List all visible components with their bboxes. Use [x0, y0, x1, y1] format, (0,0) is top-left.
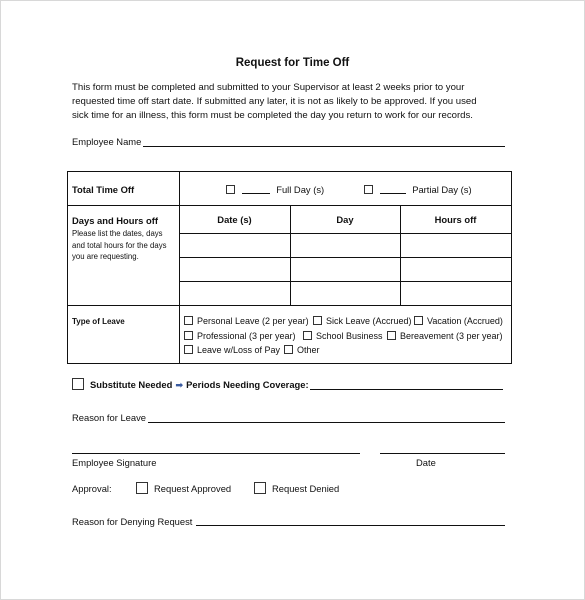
periods-coverage-field[interactable] — [310, 389, 503, 390]
employee-name-label: Employee Name — [72, 136, 142, 147]
total-time-off-label: Total Time Off — [72, 184, 135, 195]
substitute-needed-checkbox[interactable] — [72, 378, 84, 390]
full-day-option[interactable] — [226, 184, 324, 195]
leave-option-other[interactable] — [284, 345, 320, 355]
leave-option-personal[interactable] — [184, 316, 309, 326]
leave-option-bereavement[interactable] — [387, 331, 503, 341]
leave-option-school-business[interactable] — [303, 331, 383, 341]
request-denied-label: Request Denied — [272, 483, 340, 494]
days-hours-note-line: and total hours for the days — [72, 240, 167, 250]
days-hours-label: Days and Hours off — [72, 215, 158, 226]
partial-day-count-field[interactable] — [380, 193, 406, 194]
leave-option-label: Sick Leave (Accrued) — [326, 316, 412, 326]
checkbox[interactable] — [284, 345, 293, 354]
checkbox[interactable] — [184, 331, 193, 340]
leave-option-label: Professional (3 per year) — [197, 331, 296, 341]
request-approved-checkbox[interactable] — [136, 482, 148, 494]
date-field[interactable] — [380, 453, 505, 454]
full-day-label: Full Day (s) — [276, 184, 325, 195]
type-of-leave-label: Type of Leave — [72, 317, 125, 326]
employee-name-field[interactable] — [143, 146, 505, 147]
leave-option-vacation[interactable] — [414, 316, 503, 326]
intro-line: sick time for an illness, this form must be completed the day you return to work for our records. — [72, 110, 473, 121]
table-divider — [179, 257, 511, 258]
periods-coverage-label: Periods Needing Coverage: — [186, 379, 309, 390]
form-title: Request for Time Off — [235, 57, 350, 69]
checkbox[interactable] — [303, 331, 312, 340]
partial-day-option[interactable] — [364, 184, 472, 195]
table-divider — [68, 305, 511, 306]
leave-option-label: Personal Leave (2 per year) — [197, 316, 309, 326]
table-divider — [179, 281, 511, 282]
employee-signature-label: Employee Signature — [72, 457, 157, 468]
column-header-hours-off: Hours off — [434, 214, 477, 225]
days-hours-note-line: you are requesting. — [72, 252, 139, 261]
reason-denying-label: Reason for Denying Request — [72, 516, 193, 527]
employee-signature-field[interactable] — [72, 453, 360, 454]
reason-for-leave-field[interactable] — [148, 422, 505, 423]
column-header-dates: Date (s) — [217, 214, 252, 225]
leave-option-loss-of-pay[interactable] — [184, 345, 280, 355]
substitute-needed-option[interactable] — [72, 378, 309, 391]
leave-option-label: Other — [297, 345, 320, 355]
days-hours-note — [72, 228, 167, 263]
reason-for-leave-label: Reason for Leave — [72, 412, 147, 423]
intro-line: requested time off start date. If submitted any later, it is not as likely to be approved. If you used — [72, 96, 477, 107]
leave-option-label: Bereavement (3 per year) — [400, 331, 503, 341]
days-hours-note-line: Please list the dates, days — [72, 229, 163, 238]
full-day-count-field[interactable] — [242, 193, 270, 194]
date-label: Date — [416, 457, 436, 468]
checkbox[interactable] — [414, 316, 423, 325]
partial-day-label: Partial Day (s) — [412, 184, 472, 195]
substitute-needed-label: Substitute Needed — [90, 379, 173, 390]
checkbox[interactable] — [387, 331, 396, 340]
intro-paragraph — [72, 81, 512, 123]
request-approved-option[interactable] — [136, 482, 231, 494]
table-divider — [179, 233, 511, 234]
leave-option-label: School Business — [316, 331, 383, 341]
table-divider — [179, 172, 180, 363]
arrow-right-icon: ➡ — [175, 379, 184, 390]
checkbox[interactable] — [184, 316, 193, 325]
leave-option-sick[interactable] — [313, 316, 412, 326]
partial-day-checkbox[interactable] — [364, 185, 373, 194]
approval-label: Approval: — [72, 483, 112, 494]
full-day-checkbox[interactable] — [226, 185, 235, 194]
leave-option-label: Leave w/Loss of Pay — [197, 345, 281, 355]
checkbox[interactable] — [313, 316, 322, 325]
time-off-table — [67, 171, 512, 364]
column-header-day: Day — [336, 214, 354, 225]
leave-option-label: Vacation (Accrued) — [427, 316, 503, 326]
leave-option-professional[interactable] — [184, 331, 296, 341]
checkbox[interactable] — [184, 345, 193, 354]
request-approved-label: Request Approved — [154, 483, 232, 494]
intro-line: This form must be completed and submitted to your Supervisor at least 2 weeks prior to your — [72, 82, 465, 93]
reason-denying-field[interactable] — [196, 525, 505, 526]
request-denied-option[interactable] — [254, 482, 339, 494]
request-denied-checkbox[interactable] — [254, 482, 266, 494]
